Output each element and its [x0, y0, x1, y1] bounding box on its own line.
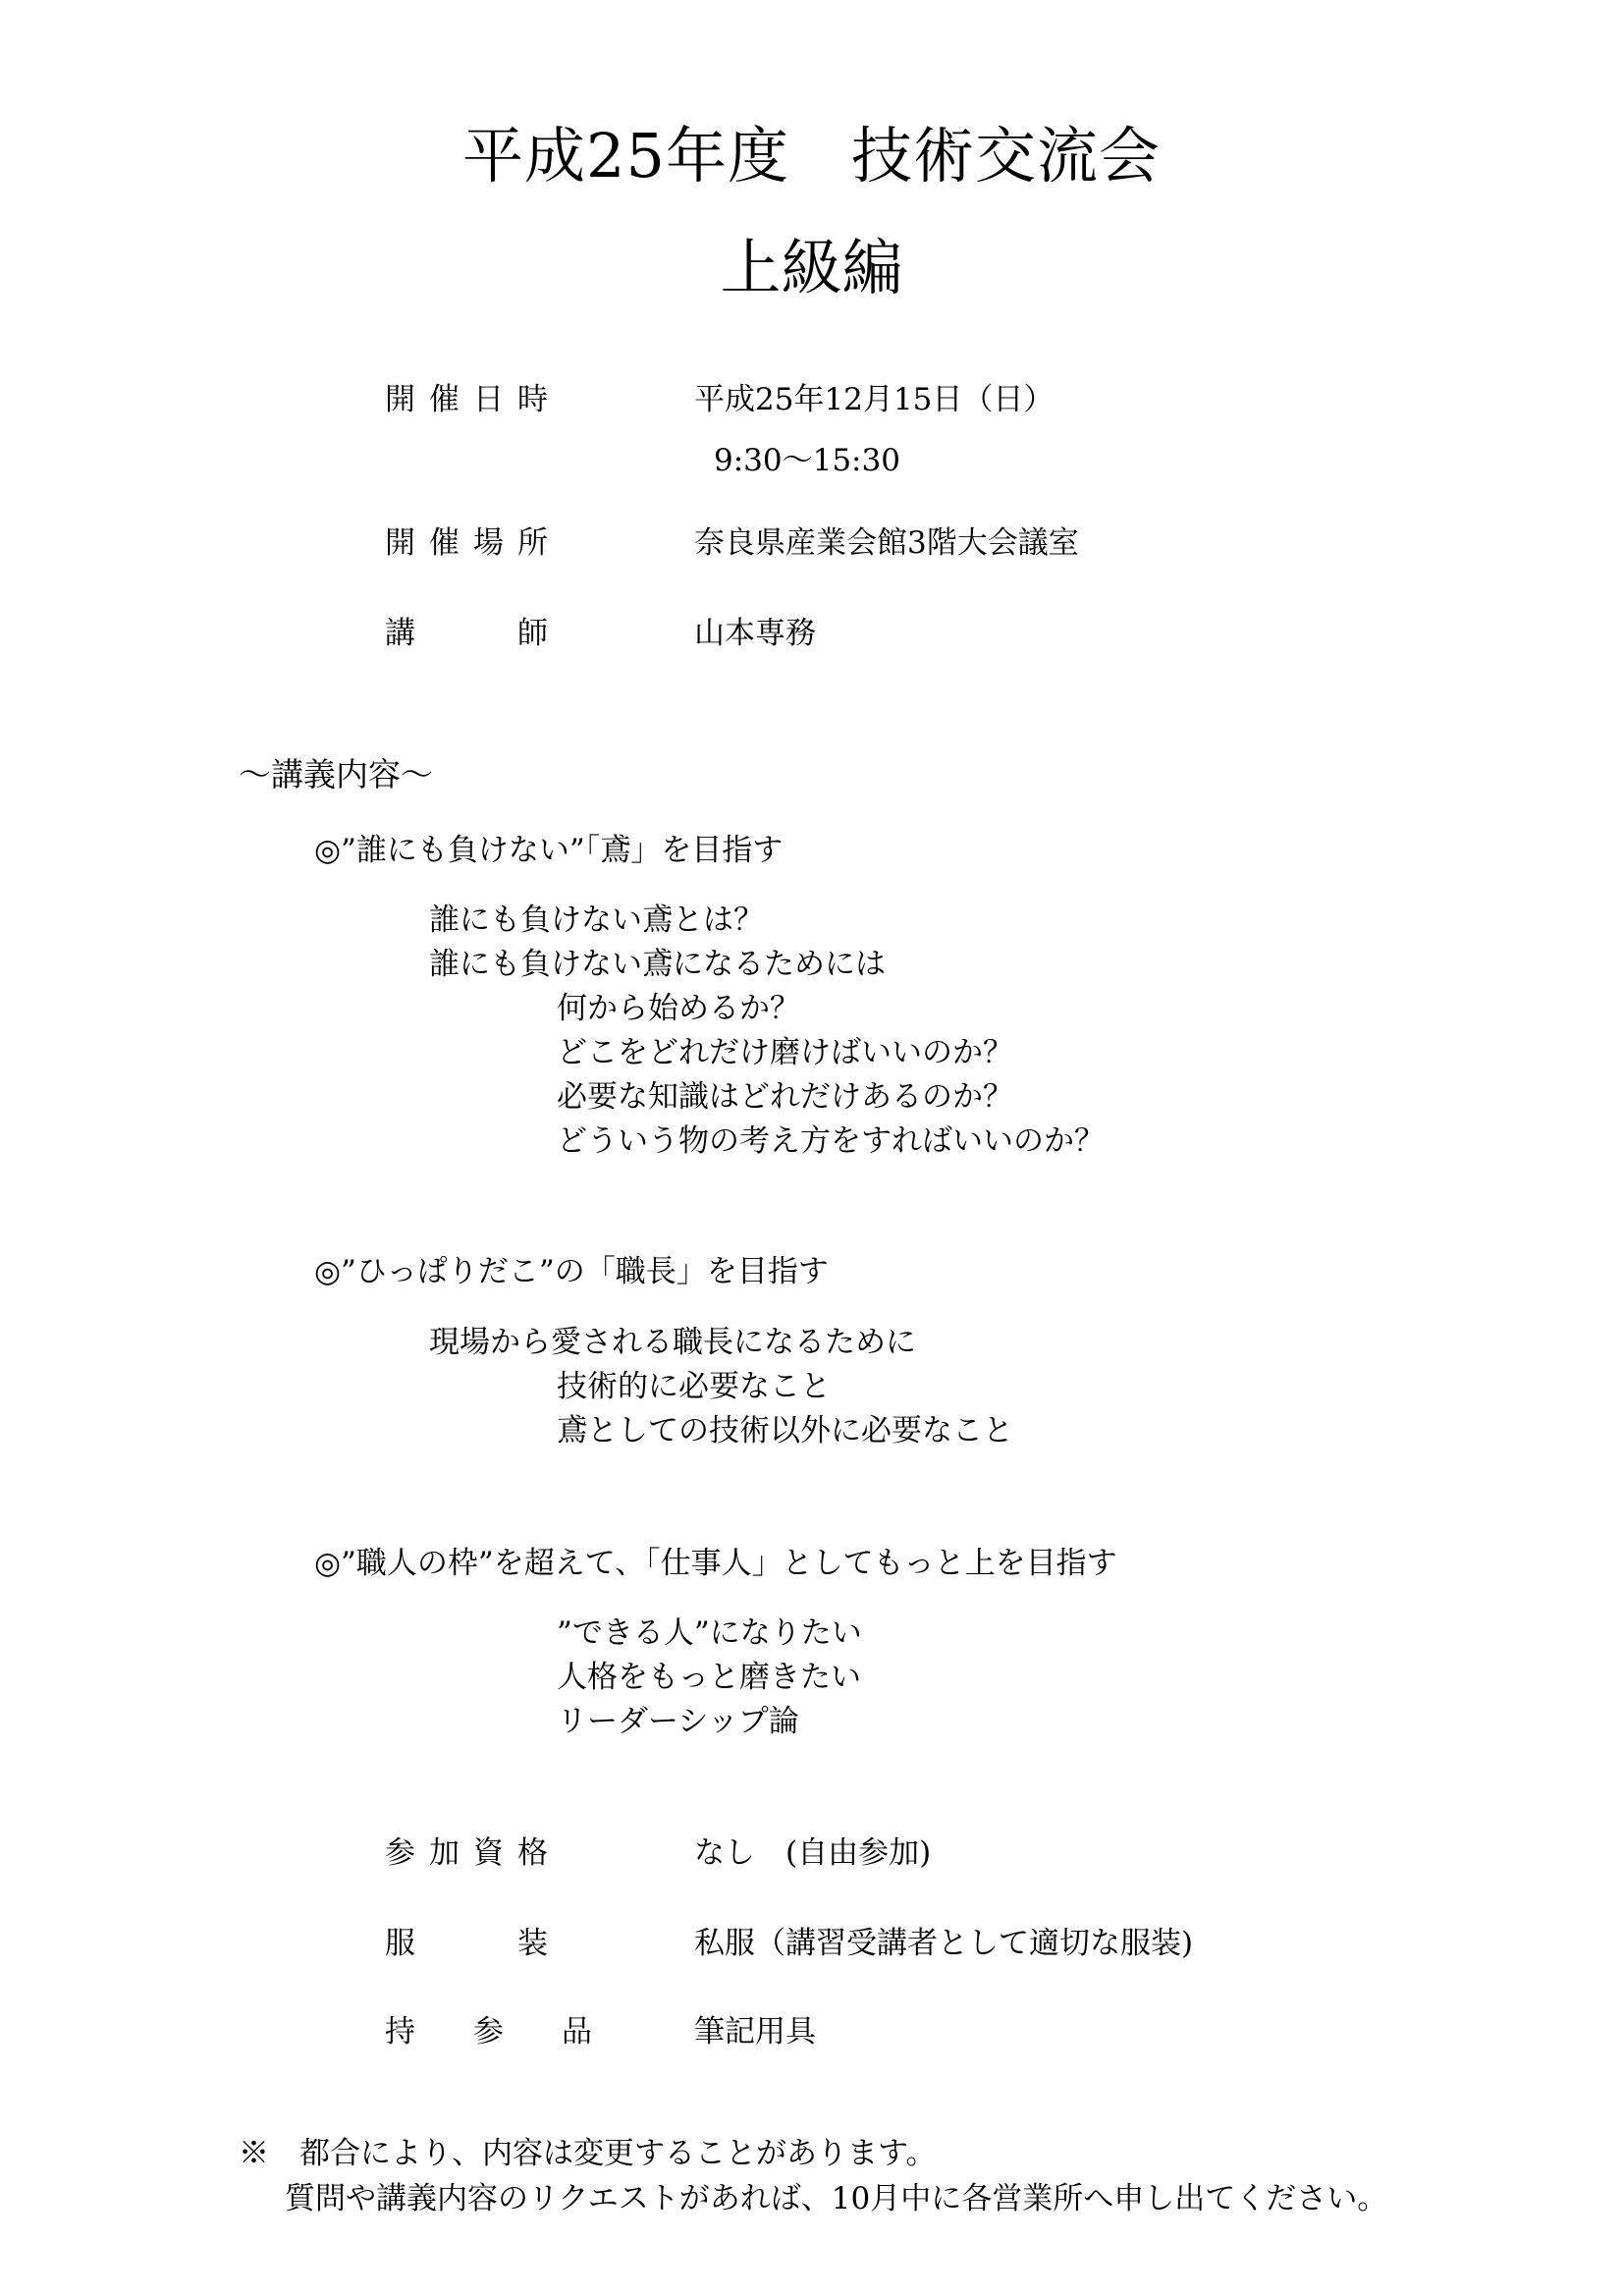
info-label-eligibility: 参加資格 [385, 1835, 562, 1871]
info-value-items: 筆記用具 [694, 2014, 816, 2050]
list-item: 現場から愛される職長になるために [429, 1325, 916, 1360]
list-item: リーダーシップ論 [557, 1704, 799, 1739]
info-label-date: 開催日時 [385, 382, 562, 417]
page-subtitle: 上級編 [720, 232, 903, 303]
info-value-date: 平成25年12月15日（日） [694, 382, 1055, 417]
list-item: 何から始めるか？ [557, 991, 800, 1026]
info-label-attire: 服 装 [385, 1926, 562, 1961]
list-item: 必要な知識はどれだけあるのか？ [557, 1079, 1013, 1115]
note-line: 質問や講義内容のリクエストがあれば、10月中に各営業所へ申し出てください。 [285, 2181, 1388, 2216]
section-heading: ◎”誰にも負けない”「鳶」を目指す [314, 833, 784, 868]
list-item: どこをどれだけ磨けばいいのか？ [557, 1035, 1013, 1070]
list-item: 誰にも負けない鳶になるためには [429, 947, 886, 982]
info-label-lecturer: 講 師 [385, 616, 562, 651]
info-label-place: 開催場所 [385, 525, 562, 561]
lecture-heading: ～講義内容～ [239, 755, 433, 793]
list-item: 技術的に必要なこと [557, 1369, 831, 1404]
section-heading: ◎”職人の枠”を超えて、「仕事人」としてもっと上を目指す [314, 1546, 1117, 1581]
info-label-items: 持 参 品 [385, 2014, 606, 2050]
list-item: 鳶としての技術以外に必要なこと [557, 1413, 1013, 1449]
info-value-attire: 私服（講習受講者として適切な服装) [694, 1926, 1194, 1961]
info-value-time: 9:30～15:30 [714, 443, 900, 478]
list-item: ”できる人”になりたい [557, 1615, 862, 1651]
list-item: 人格をもっと磨きたい [557, 1660, 861, 1695]
list-item: どういう物の考え方をすればいいのか？ [557, 1123, 1105, 1159]
info-value-place: 奈良県産業会館3階大会議室 [694, 525, 1079, 561]
note-line: ※ 都合により、内容は変更することがあります。 [239, 2136, 937, 2171]
info-value-lecturer: 山本専務 [694, 616, 816, 651]
page-title: 平成25年度 技術交流会 [462, 120, 1161, 191]
info-value-eligibility: なし (自由参加) [694, 1835, 932, 1871]
section-heading: ◎”ひっぱりだこ”の「職長」を目指す [314, 1254, 829, 1289]
list-item: 誰にも負けない鳶とは？ [429, 902, 764, 938]
